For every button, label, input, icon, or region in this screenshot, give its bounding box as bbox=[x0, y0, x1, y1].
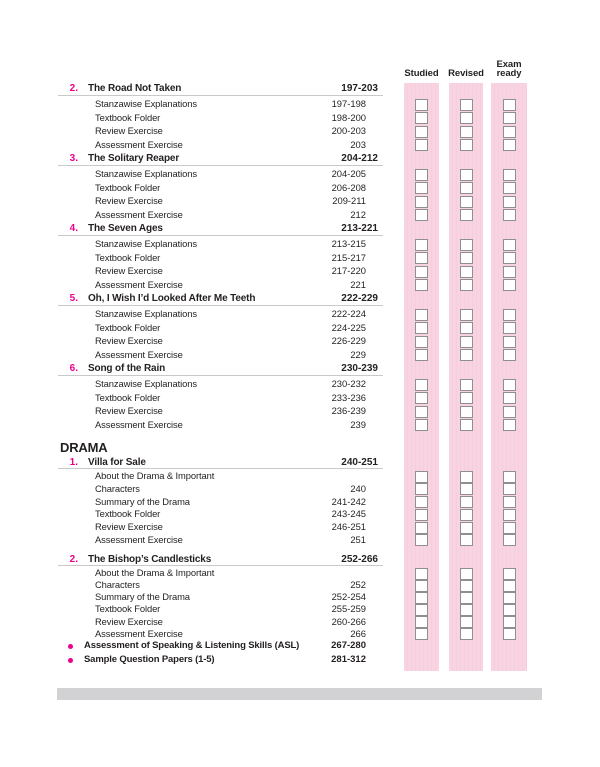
sub-item-pages: 246-251 bbox=[331, 521, 366, 533]
sub-item-label: Stanzawise Explanations bbox=[95, 168, 197, 179]
toc-sub-row bbox=[58, 628, 526, 640]
toc-sub-row bbox=[58, 567, 526, 579]
revised-checkbox[interactable] bbox=[460, 336, 473, 348]
chapter-title-row bbox=[58, 553, 526, 567]
sub-item-pages: 255-259 bbox=[331, 603, 366, 615]
sub-item-pages: 222-224 bbox=[331, 308, 366, 319]
exam-ready-checkbox[interactable] bbox=[503, 196, 516, 208]
sub-item-label: Review Exercise bbox=[95, 521, 163, 533]
studied-checkbox[interactable] bbox=[415, 182, 428, 194]
chapter-title-row bbox=[58, 222, 526, 238]
studied-checkbox[interactable] bbox=[415, 309, 428, 321]
sub-item-label: Stanzawise Explanations bbox=[95, 378, 197, 389]
chapter-number: 4. bbox=[69, 223, 78, 234]
asl-label: Assessment of Speaking & Listening Skills (ASL) bbox=[84, 640, 300, 651]
sub-item-pages: 239 bbox=[350, 418, 366, 430]
toc-sub-row bbox=[58, 238, 526, 252]
toc-sub-row bbox=[58, 392, 526, 406]
exam-ready-checkbox[interactable] bbox=[503, 239, 516, 251]
exam-ready-checkbox[interactable] bbox=[503, 209, 516, 221]
sub-item-pages: 260-266 bbox=[331, 615, 366, 627]
revised-checkbox[interactable] bbox=[460, 471, 473, 483]
exam-ready-checkbox[interactable] bbox=[503, 628, 516, 640]
sub-item-label: Assessment Exercise bbox=[95, 533, 183, 545]
chapter-title-row bbox=[58, 82, 526, 98]
chapter-title-row bbox=[58, 152, 526, 168]
exam-ready-column-header: Exam ready bbox=[496, 59, 522, 79]
studied-checkbox[interactable] bbox=[415, 496, 428, 508]
studied-checkbox[interactable] bbox=[415, 252, 428, 264]
studied-checkbox[interactable] bbox=[415, 580, 428, 592]
studied-checkbox[interactable] bbox=[415, 379, 428, 391]
chapter-title: The Solitary Reaper bbox=[88, 153, 180, 164]
sub-item-pages: 226-229 bbox=[331, 335, 366, 346]
studied-checkbox[interactable] bbox=[415, 239, 428, 251]
revised-checkbox[interactable] bbox=[460, 419, 473, 431]
exam-ready-checkbox[interactable] bbox=[503, 182, 516, 194]
exam-ready-checkbox[interactable] bbox=[503, 279, 516, 291]
revised-checkbox[interactable] bbox=[460, 139, 473, 151]
sub-item-label: Stanzawise Explanations bbox=[95, 308, 197, 319]
studied-checkbox[interactable] bbox=[415, 406, 428, 418]
chapter-number: 6. bbox=[69, 363, 78, 374]
toc-sub-row bbox=[58, 405, 526, 419]
sub-item-label: Assessment Exercise bbox=[95, 627, 183, 639]
sub-item-pages: 204-205 bbox=[331, 168, 366, 179]
toc-sub-row bbox=[58, 279, 526, 293]
exam-ready-checkbox[interactable] bbox=[503, 471, 516, 483]
sub-item-pages: 236-239 bbox=[331, 405, 366, 416]
studied-checkbox[interactable] bbox=[415, 534, 428, 546]
chapter-block-villa-for-sale bbox=[58, 456, 526, 547]
bullet-icon bbox=[68, 644, 73, 649]
toc-sub-row bbox=[58, 182, 526, 196]
toc-sub-row bbox=[58, 496, 526, 509]
sub-item-label: Assessment Exercise bbox=[95, 138, 183, 150]
sub-item-label: Review Exercise bbox=[95, 195, 163, 206]
studied-checkbox[interactable] bbox=[415, 169, 428, 181]
chapter-number: 1. bbox=[69, 457, 78, 468]
studied-checkbox[interactable] bbox=[415, 99, 428, 111]
sub-item-label: Assessment Exercise bbox=[95, 348, 183, 360]
sample-papers-pages: 281-312 bbox=[331, 654, 366, 665]
studied-checkbox[interactable] bbox=[415, 322, 428, 334]
sub-item-label: Textbook Folder bbox=[95, 111, 161, 123]
sub-item-pages: 221 bbox=[350, 278, 366, 290]
sub-item-label: Textbook Folder bbox=[95, 321, 161, 333]
toc-sub-row bbox=[58, 168, 526, 182]
revised-checkbox[interactable] bbox=[460, 266, 473, 278]
chapter-number: 2. bbox=[69, 554, 78, 565]
sub-item-label: Review Exercise bbox=[95, 615, 163, 627]
exam-ready-checkbox[interactable] bbox=[503, 496, 516, 508]
chapter-block-road-not-taken bbox=[58, 82, 526, 152]
studied-checkbox[interactable] bbox=[415, 568, 428, 580]
studied-column-header: Studied bbox=[404, 68, 439, 79]
revised-checkbox[interactable] bbox=[460, 616, 473, 628]
sub-item-label: Summary of the Drama bbox=[95, 495, 190, 507]
chapter-number: 5. bbox=[69, 293, 78, 304]
chapter-pages: 222-229 bbox=[341, 293, 378, 304]
studied-checkbox[interactable] bbox=[415, 509, 428, 521]
chapter-title: Oh, I Wish I’d Looked After Me Teeth bbox=[88, 293, 256, 304]
chapter-pages: 240-251 bbox=[341, 457, 378, 468]
studied-checkbox[interactable] bbox=[415, 483, 428, 495]
revised-checkbox[interactable] bbox=[460, 379, 473, 391]
revised-checkbox[interactable] bbox=[460, 322, 473, 334]
revised-checkbox[interactable] bbox=[460, 349, 473, 361]
sub-item-label: Review Exercise bbox=[95, 125, 163, 136]
chapter-pages: 252-266 bbox=[341, 554, 378, 565]
toc-sub-row bbox=[58, 308, 526, 322]
chapter-block-bishops-candlesticks bbox=[58, 553, 526, 640]
sub-item-label: Review Exercise bbox=[95, 335, 163, 346]
toc-sub-row bbox=[58, 252, 526, 266]
revised-checkbox[interactable] bbox=[460, 126, 473, 138]
sub-item-pages: 213-215 bbox=[331, 238, 366, 249]
revised-checkbox[interactable] bbox=[460, 169, 473, 181]
asl-row bbox=[58, 640, 526, 653]
chapter-pages: 204-212 bbox=[341, 153, 378, 164]
studied-checkbox[interactable] bbox=[415, 419, 428, 431]
sub-item-pages: 243-245 bbox=[331, 508, 366, 520]
exam-ready-checkbox[interactable] bbox=[503, 169, 516, 181]
toc-sub-row bbox=[58, 139, 526, 153]
sub-item-pages: 200-203 bbox=[331, 125, 366, 136]
exam-ready-checkbox[interactable] bbox=[503, 419, 516, 431]
revised-checkbox[interactable] bbox=[460, 483, 473, 495]
studied-checkbox[interactable] bbox=[415, 349, 428, 361]
sub-item-pages: 240 bbox=[350, 482, 366, 494]
toc-sub-row bbox=[58, 591, 526, 603]
exam-ready-checkbox[interactable] bbox=[503, 322, 516, 334]
exam-ready-checkbox[interactable] bbox=[503, 534, 516, 546]
revised-checkbox[interactable] bbox=[460, 112, 473, 124]
revised-checkbox[interactable] bbox=[460, 239, 473, 251]
chapter-title-row bbox=[58, 362, 526, 378]
studied-checkbox[interactable] bbox=[415, 139, 428, 151]
sub-item-label: Stanzawise Explanations bbox=[95, 98, 197, 109]
revised-checkbox[interactable] bbox=[460, 209, 473, 221]
toc-sub-row bbox=[58, 419, 526, 433]
exam-ready-checkbox[interactable] bbox=[503, 483, 516, 495]
sub-item-pages: 233-236 bbox=[331, 391, 366, 403]
exam-ready-checkbox[interactable] bbox=[503, 604, 516, 616]
exam-ready-checkbox[interactable] bbox=[503, 616, 516, 628]
sub-item-pages: 209-211 bbox=[332, 195, 366, 206]
toc-sub-row bbox=[58, 378, 526, 392]
sub-item-label: About the Drama & Important bbox=[95, 567, 215, 578]
toc-sub-row bbox=[58, 349, 526, 363]
chapter-title: The Road Not Taken bbox=[88, 83, 182, 94]
studied-checkbox[interactable] bbox=[415, 196, 428, 208]
studied-checkbox[interactable] bbox=[415, 279, 428, 291]
exam-ready-checkbox[interactable] bbox=[503, 252, 516, 264]
exam-ready-checkbox[interactable] bbox=[503, 309, 516, 321]
sub-item-pages: 241-242 bbox=[331, 495, 366, 507]
chapter-block-me-teeth bbox=[58, 292, 526, 362]
revised-checkbox[interactable] bbox=[460, 309, 473, 321]
bullet-icon bbox=[68, 658, 73, 663]
chapter-block-solitary-reaper bbox=[58, 152, 526, 222]
exam-ready-checkbox[interactable] bbox=[503, 336, 516, 348]
chapter-block-seven-ages bbox=[58, 222, 526, 292]
studied-checkbox[interactable] bbox=[415, 616, 428, 628]
asl-pages: 267-280 bbox=[331, 640, 366, 651]
sub-item-label: Textbook Folder bbox=[95, 181, 161, 193]
toc-sub-row bbox=[58, 508, 526, 521]
chapter-title: The Seven Ages bbox=[88, 223, 163, 234]
sub-item-label: Characters bbox=[95, 482, 140, 494]
exam-ready-checkbox[interactable] bbox=[503, 392, 516, 404]
studied-checkbox[interactable] bbox=[415, 604, 428, 616]
chapter-pages: 197-203 bbox=[341, 83, 378, 94]
studied-checkbox[interactable] bbox=[415, 336, 428, 348]
page-footer-bar bbox=[57, 688, 542, 700]
sub-item-label: Textbook Folder bbox=[95, 508, 161, 520]
revised-checkbox[interactable] bbox=[460, 196, 473, 208]
chapter-number: 2. bbox=[69, 83, 78, 94]
exam-ready-checkbox[interactable] bbox=[503, 568, 516, 580]
chapter-title-row bbox=[58, 456, 526, 470]
sub-item-label: Textbook Folder bbox=[95, 251, 161, 263]
revised-checkbox[interactable] bbox=[460, 568, 473, 580]
sample-papers-label: Sample Question Papers (1-5) bbox=[84, 654, 215, 665]
chapter-number: 3. bbox=[69, 153, 78, 164]
sub-item-label: About the Drama & Important bbox=[95, 470, 215, 481]
exam-ready-checkbox[interactable] bbox=[503, 522, 516, 534]
sub-item-label: Characters bbox=[95, 579, 140, 591]
sample-papers-row bbox=[58, 654, 526, 667]
sub-item-pages: 252-254 bbox=[331, 591, 366, 603]
chapter-pages: 230-239 bbox=[341, 363, 378, 374]
exam-ready-checkbox[interactable] bbox=[503, 379, 516, 391]
revised-checkbox[interactable] bbox=[460, 496, 473, 508]
sub-item-pages: 217-220 bbox=[331, 265, 366, 276]
sub-item-label: Review Exercise bbox=[95, 405, 163, 416]
chapter-pages: 213-221 bbox=[341, 223, 378, 234]
sub-item-label: Assessment Exercise bbox=[95, 418, 183, 430]
revised-checkbox[interactable] bbox=[460, 99, 473, 111]
studied-checkbox[interactable] bbox=[415, 266, 428, 278]
studied-checkbox[interactable] bbox=[415, 126, 428, 138]
revised-checkbox[interactable] bbox=[460, 392, 473, 404]
sub-item-label: Textbook Folder bbox=[95, 603, 161, 615]
exam-ready-checkbox[interactable] bbox=[503, 99, 516, 111]
exam-ready-checkbox[interactable] bbox=[503, 580, 516, 592]
toc-sub-row bbox=[58, 265, 526, 279]
exam-ready-checkbox[interactable] bbox=[503, 592, 516, 604]
chapter-block-song-of-the-rain bbox=[58, 362, 526, 432]
revised-checkbox[interactable] bbox=[460, 406, 473, 418]
exam-ready-checkbox[interactable] bbox=[503, 112, 516, 124]
sub-item-pages: 266 bbox=[350, 627, 366, 639]
revised-checkbox[interactable] bbox=[460, 592, 473, 604]
sub-item-pages: 198-200 bbox=[331, 111, 366, 123]
revised-checkbox[interactable] bbox=[460, 580, 473, 592]
sub-item-label: Stanzawise Explanations bbox=[95, 238, 197, 249]
revised-checkbox[interactable] bbox=[460, 182, 473, 194]
sub-item-pages: 206-208 bbox=[331, 181, 366, 193]
toc-sub-row bbox=[58, 579, 526, 591]
studied-checkbox[interactable] bbox=[415, 522, 428, 534]
sub-item-pages: 230-232 bbox=[331, 378, 366, 389]
sub-item-pages: 224-225 bbox=[331, 321, 366, 333]
toc-sub-row bbox=[58, 112, 526, 126]
studied-checkbox[interactable] bbox=[415, 592, 428, 604]
toc-sub-row bbox=[58, 534, 526, 547]
studied-checkbox[interactable] bbox=[415, 209, 428, 221]
exam-ready-checkbox[interactable] bbox=[503, 509, 516, 521]
exam-ready-checkbox[interactable] bbox=[503, 349, 516, 361]
revised-checkbox[interactable] bbox=[460, 604, 473, 616]
toc-sub-row bbox=[58, 335, 526, 349]
sub-item-pages: 252 bbox=[350, 579, 366, 591]
sub-item-pages: 197-198 bbox=[331, 98, 366, 109]
revised-checkbox[interactable] bbox=[460, 252, 473, 264]
chapter-title-row bbox=[58, 292, 526, 308]
exam-ready-checkbox[interactable] bbox=[503, 266, 516, 278]
sub-item-pages: 229 bbox=[350, 348, 366, 360]
sub-item-label: Summary of the Drama bbox=[95, 591, 190, 603]
revised-checkbox[interactable] bbox=[460, 534, 473, 546]
sub-item-label: Review Exercise bbox=[95, 265, 163, 276]
toc-sub-row bbox=[58, 195, 526, 209]
revised-checkbox[interactable] bbox=[460, 522, 473, 534]
section-heading-drama: DRAMA bbox=[60, 440, 108, 455]
sub-item-label: Assessment Exercise bbox=[95, 208, 183, 220]
toc-sub-row bbox=[58, 603, 526, 615]
exam-ready-checkbox[interactable] bbox=[503, 139, 516, 151]
sub-item-pages: 203 bbox=[350, 138, 366, 150]
revised-column-header: Revised bbox=[448, 68, 484, 79]
studied-checkbox[interactable] bbox=[415, 471, 428, 483]
chapter-title: Song of the Rain bbox=[88, 363, 166, 374]
chapter-title: Villa for Sale bbox=[88, 457, 146, 468]
exam-ready-checkbox[interactable] bbox=[503, 406, 516, 418]
toc-sub-row bbox=[58, 616, 526, 628]
toc-sub-row bbox=[58, 470, 526, 483]
toc-sub-row bbox=[58, 521, 526, 534]
revised-checkbox[interactable] bbox=[460, 628, 473, 640]
revised-checkbox[interactable] bbox=[460, 279, 473, 291]
sub-item-pages: 212 bbox=[350, 208, 366, 220]
sub-item-label: Assessment Exercise bbox=[95, 278, 183, 290]
toc-sub-row bbox=[58, 209, 526, 223]
studied-checkbox[interactable] bbox=[415, 628, 428, 640]
exam-ready-checkbox[interactable] bbox=[503, 126, 516, 138]
sub-item-label: Textbook Folder bbox=[95, 391, 161, 403]
studied-checkbox[interactable] bbox=[415, 392, 428, 404]
chapter-title: The Bishop’s Candlesticks bbox=[88, 554, 212, 565]
toc-sub-row bbox=[58, 98, 526, 112]
revised-checkbox[interactable] bbox=[460, 509, 473, 521]
toc-sub-row bbox=[58, 322, 526, 336]
toc-sub-row bbox=[58, 125, 526, 139]
toc-sub-row bbox=[58, 483, 526, 496]
sub-item-pages: 251 bbox=[350, 533, 366, 545]
studied-checkbox[interactable] bbox=[415, 112, 428, 124]
sub-item-pages: 215-217 bbox=[331, 251, 366, 263]
